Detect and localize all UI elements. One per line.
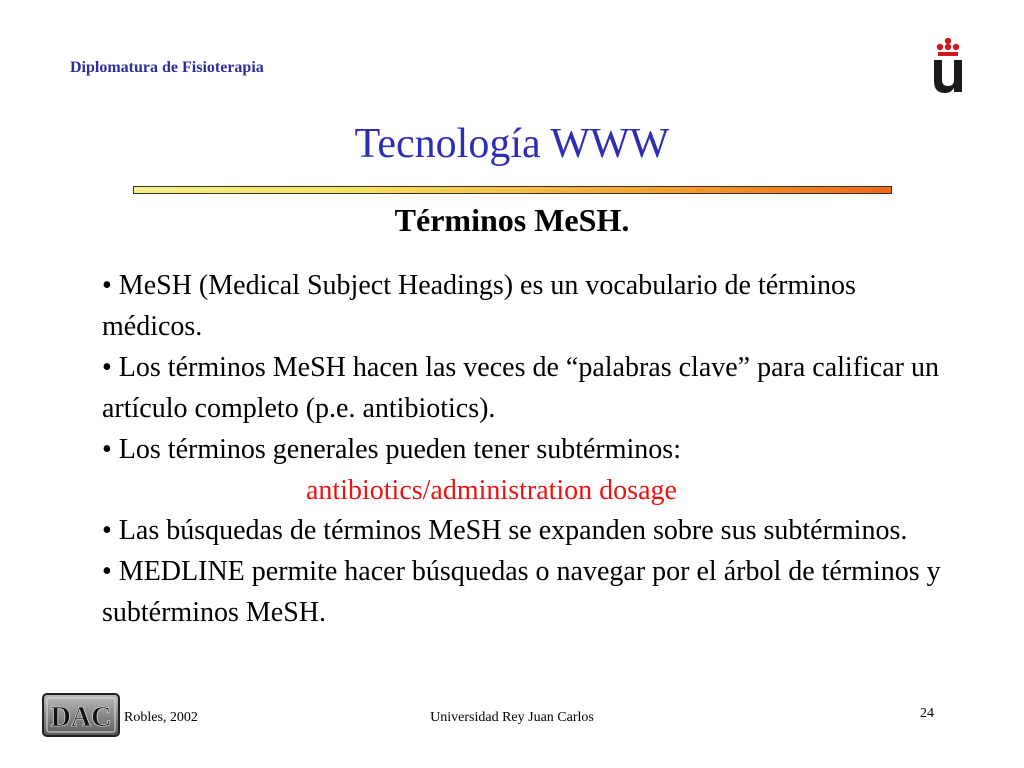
bullet-item: • Los términos generales pueden tener subtérminos: xyxy=(102,433,681,465)
course-title: Diplomatura de Fisioterapia xyxy=(70,59,264,76)
bullet-item: • Los términos MeSH hacen las veces de “palabras clave” para calificar un artículo completo (p.e. antibiotics). xyxy=(102,351,939,424)
urjc-logo-icon xyxy=(928,36,968,96)
bullet-item: • MeSH (Medical Subject Headings) es un vocabulario de términos médicos. xyxy=(102,270,856,342)
svg-text:DAC: DAC xyxy=(50,702,112,733)
footer-author: Robles, 2002 xyxy=(124,710,198,725)
bullet-item: • Las búsquedas de términos MeSH se expanden sobre sus subtérminos. xyxy=(102,515,908,547)
slide-title: Tecnología WWW xyxy=(354,121,670,167)
slide-body xyxy=(102,266,952,634)
footer-institution: Universidad Rey Juan Carlos xyxy=(430,710,594,725)
page-number: 24 xyxy=(920,706,934,721)
title-divider xyxy=(133,186,892,194)
highlighted-example: antibiotics/administration dosage xyxy=(306,474,677,506)
bullet-item: • MEDLINE permite hacer búsquedas o navegar por el árbol de términos y subtérminos MeSH. xyxy=(102,556,941,629)
slide-subtitle: Términos MeSH. xyxy=(394,202,630,238)
